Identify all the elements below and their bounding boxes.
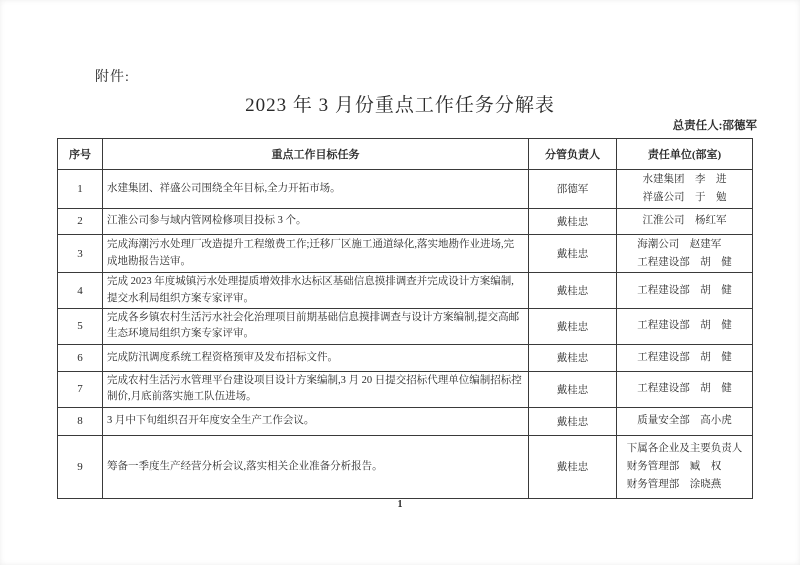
row-number: 7 bbox=[58, 371, 103, 407]
table-header-row bbox=[58, 139, 753, 170]
leader-cell: 戴桂忠 bbox=[529, 208, 617, 234]
task-table bbox=[57, 138, 753, 499]
task-cell: 完成防汛调度系统工程资格预审及发布招标文件。 bbox=[103, 344, 529, 371]
header-units: 责任单位(部室) bbox=[617, 139, 753, 170]
units-cell bbox=[617, 435, 753, 498]
task-cell: 江淮公司参与域内管网检修项目投标 3 个。 bbox=[103, 208, 529, 234]
leader-cell: 邵德军 bbox=[529, 170, 617, 209]
unit-line: 下属各企业及主要负责人 bbox=[626, 443, 743, 455]
unit-line: 工程建设部 胡 健 bbox=[637, 383, 732, 395]
unit-line: 工程建设部 胡 健 bbox=[637, 256, 732, 268]
leader-cell: 戴桂忠 bbox=[529, 308, 617, 344]
task-cell: 完成海潮污水处理厂改造提升工程缴费工作;迁移厂区施工通道绿化,落实地勘作业进场,完成地勘报告送审。 bbox=[103, 234, 529, 273]
table-row bbox=[58, 371, 753, 407]
row-number: 9 bbox=[58, 435, 103, 498]
units-cell bbox=[617, 170, 753, 209]
unit-line: 江淮公司 杨红军 bbox=[642, 215, 727, 227]
units-cell bbox=[617, 234, 753, 273]
task-cell: 完成各乡镇农村生活污水社会化治理项目前期基础信息摸排调查与设计方案编制,提交高邮生态环境局组织方案专家评审。 bbox=[103, 308, 529, 344]
row-number: 2 bbox=[58, 208, 103, 234]
task-cell: 3 月中下旬组织召开年度安全生产工作会议。 bbox=[103, 407, 529, 435]
leader-cell: 戴桂忠 bbox=[529, 407, 617, 435]
row-number: 1 bbox=[58, 170, 103, 209]
header-leader: 分管负责人 bbox=[529, 139, 617, 170]
row-number: 5 bbox=[58, 308, 103, 344]
page-number: 1 bbox=[397, 499, 403, 510]
table-row bbox=[58, 234, 753, 273]
table-row bbox=[58, 208, 753, 234]
row-number: 6 bbox=[58, 344, 103, 371]
row-number: 8 bbox=[58, 407, 103, 435]
units-cell bbox=[617, 208, 753, 234]
leader-cell: 戴桂忠 bbox=[529, 344, 617, 371]
task-cell: 水建集团、祥盛公司围绕全年目标,全力开拓市场。 bbox=[103, 170, 529, 209]
unit-line: 质量安全部 高小虎 bbox=[637, 415, 732, 427]
page-title: 2023 年 3 月份重点工作任务分解表 bbox=[245, 95, 555, 116]
task-cell: 完成 2023 年度城镇污水处理提质增效排水达标区基础信息摸排调查并完成设计方案编制,提交水利局组织方案专家评审。 bbox=[103, 273, 529, 309]
units-cell bbox=[617, 308, 753, 344]
units-cell bbox=[617, 371, 753, 407]
table-row bbox=[58, 435, 753, 498]
row-number: 3 bbox=[58, 234, 103, 273]
table-row bbox=[58, 308, 753, 344]
header-task: 重点工作目标任务 bbox=[103, 139, 529, 170]
leader-cell: 戴桂忠 bbox=[529, 273, 617, 309]
header-no: 序号 bbox=[58, 139, 103, 170]
unit-line: 祥盛公司 于 勉 bbox=[642, 191, 727, 203]
task-cell: 完成农村生活污水管理平台建设项目设计方案编制,3 月 20 日提交招标代理单位编制招标控制价,月底前落实施工队伍进场。 bbox=[103, 371, 529, 407]
leader-cell: 戴桂忠 bbox=[529, 371, 617, 407]
unit-line: 工程建设部 胡 健 bbox=[637, 320, 732, 332]
unit-line: 财务管理部 涂晓燕 bbox=[626, 478, 722, 490]
unit-line: 工程建设部 胡 健 bbox=[637, 351, 732, 363]
table-row bbox=[58, 170, 753, 209]
table-row bbox=[58, 407, 753, 435]
unit-line: 水建集团 李 进 bbox=[642, 174, 727, 185]
units-cell bbox=[617, 273, 753, 309]
task-cell: 筹备一季度生产经营分析会议,落实相关企业准备分析报告。 bbox=[103, 435, 529, 498]
row-number: 4 bbox=[58, 273, 103, 309]
leader-cell: 戴桂忠 bbox=[529, 234, 617, 273]
attachment-label: 附件: bbox=[95, 70, 130, 85]
unit-line: 财务管理部 臧 权 bbox=[626, 460, 722, 472]
leader-cell: 戴桂忠 bbox=[529, 435, 617, 498]
units-cell bbox=[617, 344, 753, 371]
unit-line: 工程建设部 胡 健 bbox=[637, 284, 732, 296]
unit-line: 海潮公司 赵建军 bbox=[637, 238, 722, 250]
overall-responsible-label: 总责任人:邵德军 bbox=[672, 120, 757, 132]
units-cell bbox=[617, 407, 753, 435]
table-row bbox=[58, 273, 753, 309]
table-row bbox=[58, 344, 753, 371]
